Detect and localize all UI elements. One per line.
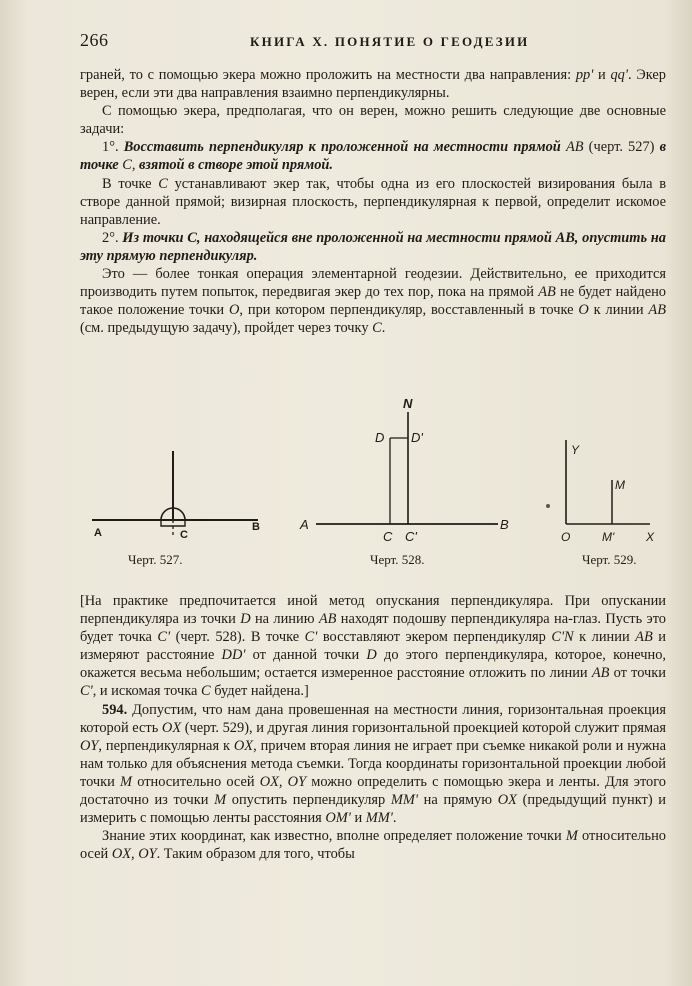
fig528-label-cprime: C' bbox=[405, 529, 417, 544]
figures-drawing bbox=[80, 388, 666, 578]
paragraph-2: С помощью экера, предполагая, что он верен, можно решить следующие две основные задачи: bbox=[80, 103, 666, 138]
fig529-label-o: O bbox=[561, 530, 571, 544]
fig529-label-m: M bbox=[615, 478, 625, 492]
caption-528: Черт. 528. bbox=[370, 552, 425, 567]
print-speck bbox=[546, 504, 550, 508]
fig528-label-dprime: D' bbox=[411, 430, 423, 445]
figure-527 bbox=[92, 451, 260, 541]
fig528-label-c: C bbox=[383, 529, 393, 544]
text-block-bottom bbox=[80, 592, 666, 863]
section-number: 594. bbox=[102, 701, 128, 718]
page-header bbox=[80, 30, 666, 54]
fig527-label-b: B bbox=[252, 521, 260, 533]
fig528-label-n: N bbox=[403, 396, 413, 411]
text-block-top bbox=[80, 66, 666, 337]
paragraph-task-1: 1°. Восставить перпендикуляр к проложенной на местности прямой AB (черт. 527) в точке C, взятой в створе этой прямой. bbox=[80, 139, 667, 174]
paragraph-594: 594. Допустим, что нам дана провешенная на местности линия, горизонтальная проекция которой есть OX (черт. 529), и другая линия горизонтальной проекцией которой служит прямая OY, перпендикулярная к OX, причем вторая линия не играет при съемке никакой роли и нужна нам только для объяснения метода съемки. Тогда координаты горизонтальной проекции любой точки M относительно осей OX, OY можно определить с помощью экера и ленты. Для этого достаточно из точки M опустить перпендикуляр MM' на прямую OX (предыдущий пункт) и измерить с помощью ленты расстояния OM' и MM'. bbox=[80, 701, 667, 827]
fig528-label-a: A bbox=[300, 517, 309, 532]
figures-row bbox=[80, 388, 666, 578]
caption-529: Черт. 529. bbox=[582, 552, 637, 567]
fig529-label-x: X bbox=[646, 530, 655, 544]
fig527-label-c: C bbox=[180, 529, 188, 541]
fig527-label-a: A bbox=[94, 527, 102, 539]
paragraph-1: граней, то с помощью экера можно проложить на местности два направления: pp' и qq'. Экер верен, если эти два направления взаимно перпендикулярны. bbox=[80, 67, 666, 102]
caption-527: Черт. 527. bbox=[128, 552, 183, 567]
paragraph-bracketed-note: [На практике предпочитается иной метод опускания перпендикуляра. При опускании перпендикуляра из точки D на линию AB находят подошву перпендикуляра на-глаз. Пусть это будет точка C' (черт. 528). В точке C' восставляют экером перпендикуляр C'N к линии AB и измеряют расстояние DD' от данной точки D до этого перпендикуляра, которое, конечно, окажется весьма небольшим; остается измеренное расстояние отложить по линии AB от точки C', и искомая точка C будет найдена.] bbox=[80, 593, 667, 700]
running-head: КНИГА X. ПОНЯТИЕ О ГЕОДЕЗИИ bbox=[250, 34, 530, 49]
paragraph-last: Знание этих координат, как известно, вполне определяет положение точки M относительно осей OX, OY. Таким образом для того, чтобы bbox=[80, 828, 666, 863]
paragraph-4: В точке C устанавливают экер так, чтобы одна из его плоскостей визирования была в створе данной прямой; визирная плоскость, перпендикулярная к первой, определит искомое направление. bbox=[80, 175, 666, 228]
paragraph-task-2: 2°. Из точки C, находящейся вне проложенной на местности прямой AB, опустить на эту прямую перпендикуляр. bbox=[80, 229, 666, 264]
fig528-label-d: D bbox=[375, 430, 385, 445]
figure-528 bbox=[299, 396, 509, 544]
page-number: 266 bbox=[80, 30, 109, 50]
fig528-label-b: B bbox=[500, 517, 509, 532]
fig529-label-y: Y bbox=[571, 443, 580, 457]
figure-529 bbox=[561, 440, 655, 544]
fig529-label-mprime: M' bbox=[602, 530, 615, 544]
paragraph-6: Это — более тонкая операция элементарной геодезии. Действительно, ее приходится производить путем попыток, передвигая экер до тех пор, пока на прямой AB не будет найдено такое положение точки O, при котором перпендикуляр, восставленный в точке O к линии AB (см. предыдущую задачу), пройдет через точку C. bbox=[80, 266, 667, 337]
